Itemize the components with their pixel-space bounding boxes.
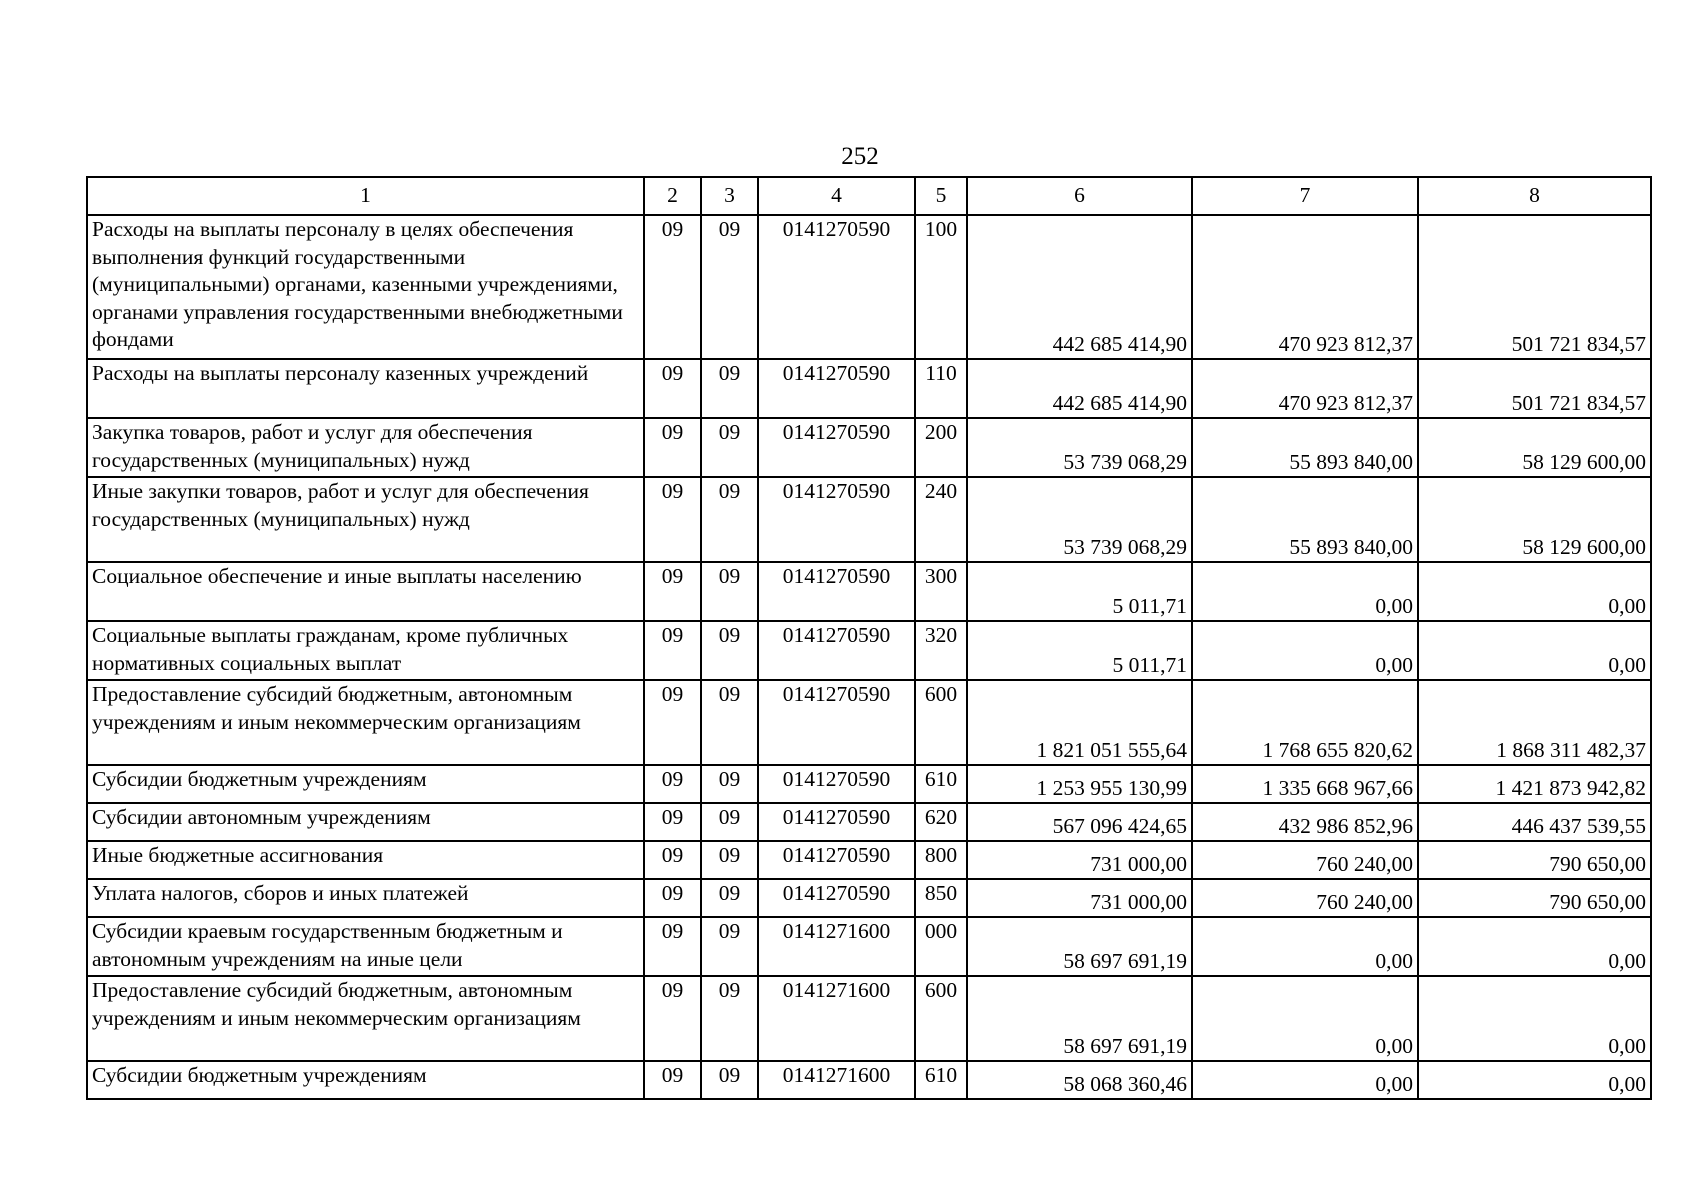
table-row bbox=[87, 418, 1651, 477]
target-article-cell: 0141270590 bbox=[758, 803, 915, 841]
amount-col6-cell: 53 739 068,29 bbox=[967, 418, 1192, 477]
table-row bbox=[87, 680, 1651, 765]
subsection-code-cell: 09 bbox=[701, 765, 758, 803]
header-cell-7: 7 bbox=[1192, 177, 1418, 215]
description-cell: Субсидии краевым государственным бюджетным и автономным учреждениям на иные цели bbox=[87, 917, 644, 976]
amount-col7-cell: 0,00 bbox=[1192, 917, 1418, 976]
subsection-code-cell: 09 bbox=[701, 359, 758, 418]
target-article-cell: 0141270590 bbox=[758, 359, 915, 418]
description-cell: Уплата налогов, сборов и иных платежей bbox=[87, 879, 644, 917]
description-cell: Предоставление субсидий бюджетным, автономным учреждениям и иным некоммерческим организациям bbox=[87, 976, 644, 1061]
table-row bbox=[87, 1061, 1651, 1099]
amount-col7-cell: 0,00 bbox=[1192, 1061, 1418, 1099]
target-article-cell: 0141270590 bbox=[758, 562, 915, 621]
amount-col8-cell: 0,00 bbox=[1418, 621, 1651, 680]
amount-col6-cell: 567 096 424,65 bbox=[967, 803, 1192, 841]
amount-col7-cell: 432 986 852,96 bbox=[1192, 803, 1418, 841]
subsection-code-cell: 09 bbox=[701, 1061, 758, 1099]
subsection-code-cell: 09 bbox=[701, 215, 758, 359]
section-code-cell: 09 bbox=[644, 841, 701, 879]
amount-col7-cell: 55 893 840,00 bbox=[1192, 477, 1418, 562]
description-cell: Иные закупки товаров, работ и услуг для обеспечения государственных (муниципальных) нужд bbox=[87, 477, 644, 562]
section-code-cell: 09 bbox=[644, 879, 701, 917]
subsection-code-cell: 09 bbox=[701, 621, 758, 680]
amount-col8-cell: 0,00 bbox=[1418, 976, 1651, 1061]
amount-col6-cell: 442 685 414,90 bbox=[967, 215, 1192, 359]
section-code-cell: 09 bbox=[644, 917, 701, 976]
section-code-cell: 09 bbox=[644, 562, 701, 621]
amount-col7-cell: 760 240,00 bbox=[1192, 841, 1418, 879]
amount-col8-cell: 58 129 600,00 bbox=[1418, 418, 1651, 477]
expense-type-cell: 800 bbox=[915, 841, 967, 879]
budget-table bbox=[86, 176, 1652, 1100]
subsection-code-cell: 09 bbox=[701, 879, 758, 917]
target-article-cell: 0141270590 bbox=[758, 418, 915, 477]
header-cell-6: 6 bbox=[967, 177, 1192, 215]
target-article-cell: 0141270590 bbox=[758, 215, 915, 359]
amount-col8-cell: 0,00 bbox=[1418, 562, 1651, 621]
target-article-cell: 0141270590 bbox=[758, 841, 915, 879]
description-cell: Закупка товаров, работ и услуг для обеспечения государственных (муниципальных) нужд bbox=[87, 418, 644, 477]
target-article-cell: 0141271600 bbox=[758, 976, 915, 1061]
page-number: 252 bbox=[841, 143, 879, 170]
expense-type-cell: 600 bbox=[915, 976, 967, 1061]
section-code-cell: 09 bbox=[644, 680, 701, 765]
amount-col6-cell: 58 068 360,46 bbox=[967, 1061, 1192, 1099]
expense-type-cell: 600 bbox=[915, 680, 967, 765]
target-article-cell: 0141270590 bbox=[758, 477, 915, 562]
expense-type-cell: 610 bbox=[915, 765, 967, 803]
subsection-code-cell: 09 bbox=[701, 680, 758, 765]
section-code-cell: 09 bbox=[644, 1061, 701, 1099]
description-cell: Социальные выплаты гражданам, кроме публичных нормативных социальных выплат bbox=[87, 621, 644, 680]
amount-col6-cell: 5 011,71 bbox=[967, 562, 1192, 621]
description-cell: Субсидии бюджетным учреждениям bbox=[87, 765, 644, 803]
expense-type-cell: 620 bbox=[915, 803, 967, 841]
header-cell-8: 8 bbox=[1418, 177, 1651, 215]
amount-col8-cell: 0,00 bbox=[1418, 917, 1651, 976]
expense-type-cell: 850 bbox=[915, 879, 967, 917]
amount-col7-cell: 760 240,00 bbox=[1192, 879, 1418, 917]
amount-col7-cell: 0,00 bbox=[1192, 562, 1418, 621]
amount-col8-cell: 0,00 bbox=[1418, 1061, 1651, 1099]
amount-col7-cell: 470 923 812,37 bbox=[1192, 215, 1418, 359]
section-code-cell: 09 bbox=[644, 976, 701, 1061]
header-cell-2: 2 bbox=[644, 177, 701, 215]
subsection-code-cell: 09 bbox=[701, 418, 758, 477]
expense-type-cell: 000 bbox=[915, 917, 967, 976]
subsection-code-cell: 09 bbox=[701, 562, 758, 621]
header-cell-5: 5 bbox=[915, 177, 967, 215]
subsection-code-cell: 09 bbox=[701, 976, 758, 1061]
section-code-cell: 09 bbox=[644, 215, 701, 359]
header-cell-4: 4 bbox=[758, 177, 915, 215]
section-code-cell: 09 bbox=[644, 359, 701, 418]
amount-col6-cell: 731 000,00 bbox=[967, 879, 1192, 917]
table-row bbox=[87, 917, 1651, 976]
section-code-cell: 09 bbox=[644, 418, 701, 477]
expense-type-cell: 610 bbox=[915, 1061, 967, 1099]
expense-type-cell: 100 bbox=[915, 215, 967, 359]
expense-type-cell: 300 bbox=[915, 562, 967, 621]
description-cell: Субсидии бюджетным учреждениям bbox=[87, 1061, 644, 1099]
subsection-code-cell: 09 bbox=[701, 803, 758, 841]
table-row bbox=[87, 359, 1651, 418]
target-article-cell: 0141270590 bbox=[758, 680, 915, 765]
section-code-cell: 09 bbox=[644, 803, 701, 841]
section-code-cell: 09 bbox=[644, 477, 701, 562]
subsection-code-cell: 09 bbox=[701, 477, 758, 562]
amount-col6-cell: 1 821 051 555,64 bbox=[967, 680, 1192, 765]
table-row bbox=[87, 621, 1651, 680]
amount-col6-cell: 731 000,00 bbox=[967, 841, 1192, 879]
description-cell: Предоставление субсидий бюджетным, автономным учреждениям и иным некоммерческим организациям bbox=[87, 680, 644, 765]
amount-col8-cell: 1 421 873 942,82 bbox=[1418, 765, 1651, 803]
target-article-cell: 0141271600 bbox=[758, 917, 915, 976]
table-row bbox=[87, 765, 1651, 803]
amount-col7-cell: 0,00 bbox=[1192, 621, 1418, 680]
amount-col8-cell: 790 650,00 bbox=[1418, 879, 1651, 917]
description-cell: Иные бюджетные ассигнования bbox=[87, 841, 644, 879]
target-article-cell: 0141271600 bbox=[758, 1061, 915, 1099]
expense-type-cell: 320 bbox=[915, 621, 967, 680]
amount-col6-cell: 5 011,71 bbox=[967, 621, 1192, 680]
subsection-code-cell: 09 bbox=[701, 841, 758, 879]
amount-col8-cell: 446 437 539,55 bbox=[1418, 803, 1651, 841]
amount-col8-cell: 790 650,00 bbox=[1418, 841, 1651, 879]
description-cell: Расходы на выплаты персоналу в целях обеспечения выполнения функций государственными (муниципальными) органами, казенными учреждениями, органами управления государственными внебюджетными фондами bbox=[87, 215, 644, 359]
table-body bbox=[87, 215, 1651, 1099]
description-cell: Социальное обеспечение и иные выплаты населению bbox=[87, 562, 644, 621]
amount-col6-cell: 442 685 414,90 bbox=[967, 359, 1192, 418]
amount-col8-cell: 58 129 600,00 bbox=[1418, 477, 1651, 562]
table-row bbox=[87, 976, 1651, 1061]
description-cell: Расходы на выплаты персоналу казенных учреждений bbox=[87, 359, 644, 418]
target-article-cell: 0141270590 bbox=[758, 879, 915, 917]
amount-col6-cell: 58 697 691,19 bbox=[967, 917, 1192, 976]
table-row bbox=[87, 477, 1651, 562]
amount-col6-cell: 58 697 691,19 bbox=[967, 976, 1192, 1061]
expense-type-cell: 240 bbox=[915, 477, 967, 562]
header-cell-3: 3 bbox=[701, 177, 758, 215]
table-row bbox=[87, 841, 1651, 879]
expense-type-cell: 200 bbox=[915, 418, 967, 477]
header-row bbox=[87, 177, 1651, 215]
table-row bbox=[87, 215, 1651, 359]
amount-col8-cell: 501 721 834,57 bbox=[1418, 359, 1651, 418]
target-article-cell: 0141270590 bbox=[758, 765, 915, 803]
amount-col7-cell: 55 893 840,00 bbox=[1192, 418, 1418, 477]
description-cell: Субсидии автономным учреждениям bbox=[87, 803, 644, 841]
amount-col7-cell: 1 768 655 820,62 bbox=[1192, 680, 1418, 765]
amount-col8-cell: 1 868 311 482,37 bbox=[1418, 680, 1651, 765]
amount-col7-cell: 1 335 668 967,66 bbox=[1192, 765, 1418, 803]
table-row bbox=[87, 562, 1651, 621]
amount-col6-cell: 1 253 955 130,99 bbox=[967, 765, 1192, 803]
header-cell-1: 1 bbox=[87, 177, 644, 215]
amount-col6-cell: 53 739 068,29 bbox=[967, 477, 1192, 562]
subsection-code-cell: 09 bbox=[701, 917, 758, 976]
section-code-cell: 09 bbox=[644, 621, 701, 680]
section-code-cell: 09 bbox=[644, 765, 701, 803]
table-row bbox=[87, 879, 1651, 917]
table-row bbox=[87, 803, 1651, 841]
expense-type-cell: 110 bbox=[915, 359, 967, 418]
amount-col7-cell: 0,00 bbox=[1192, 976, 1418, 1061]
target-article-cell: 0141270590 bbox=[758, 621, 915, 680]
amount-col7-cell: 470 923 812,37 bbox=[1192, 359, 1418, 418]
amount-col8-cell: 501 721 834,57 bbox=[1418, 215, 1651, 359]
